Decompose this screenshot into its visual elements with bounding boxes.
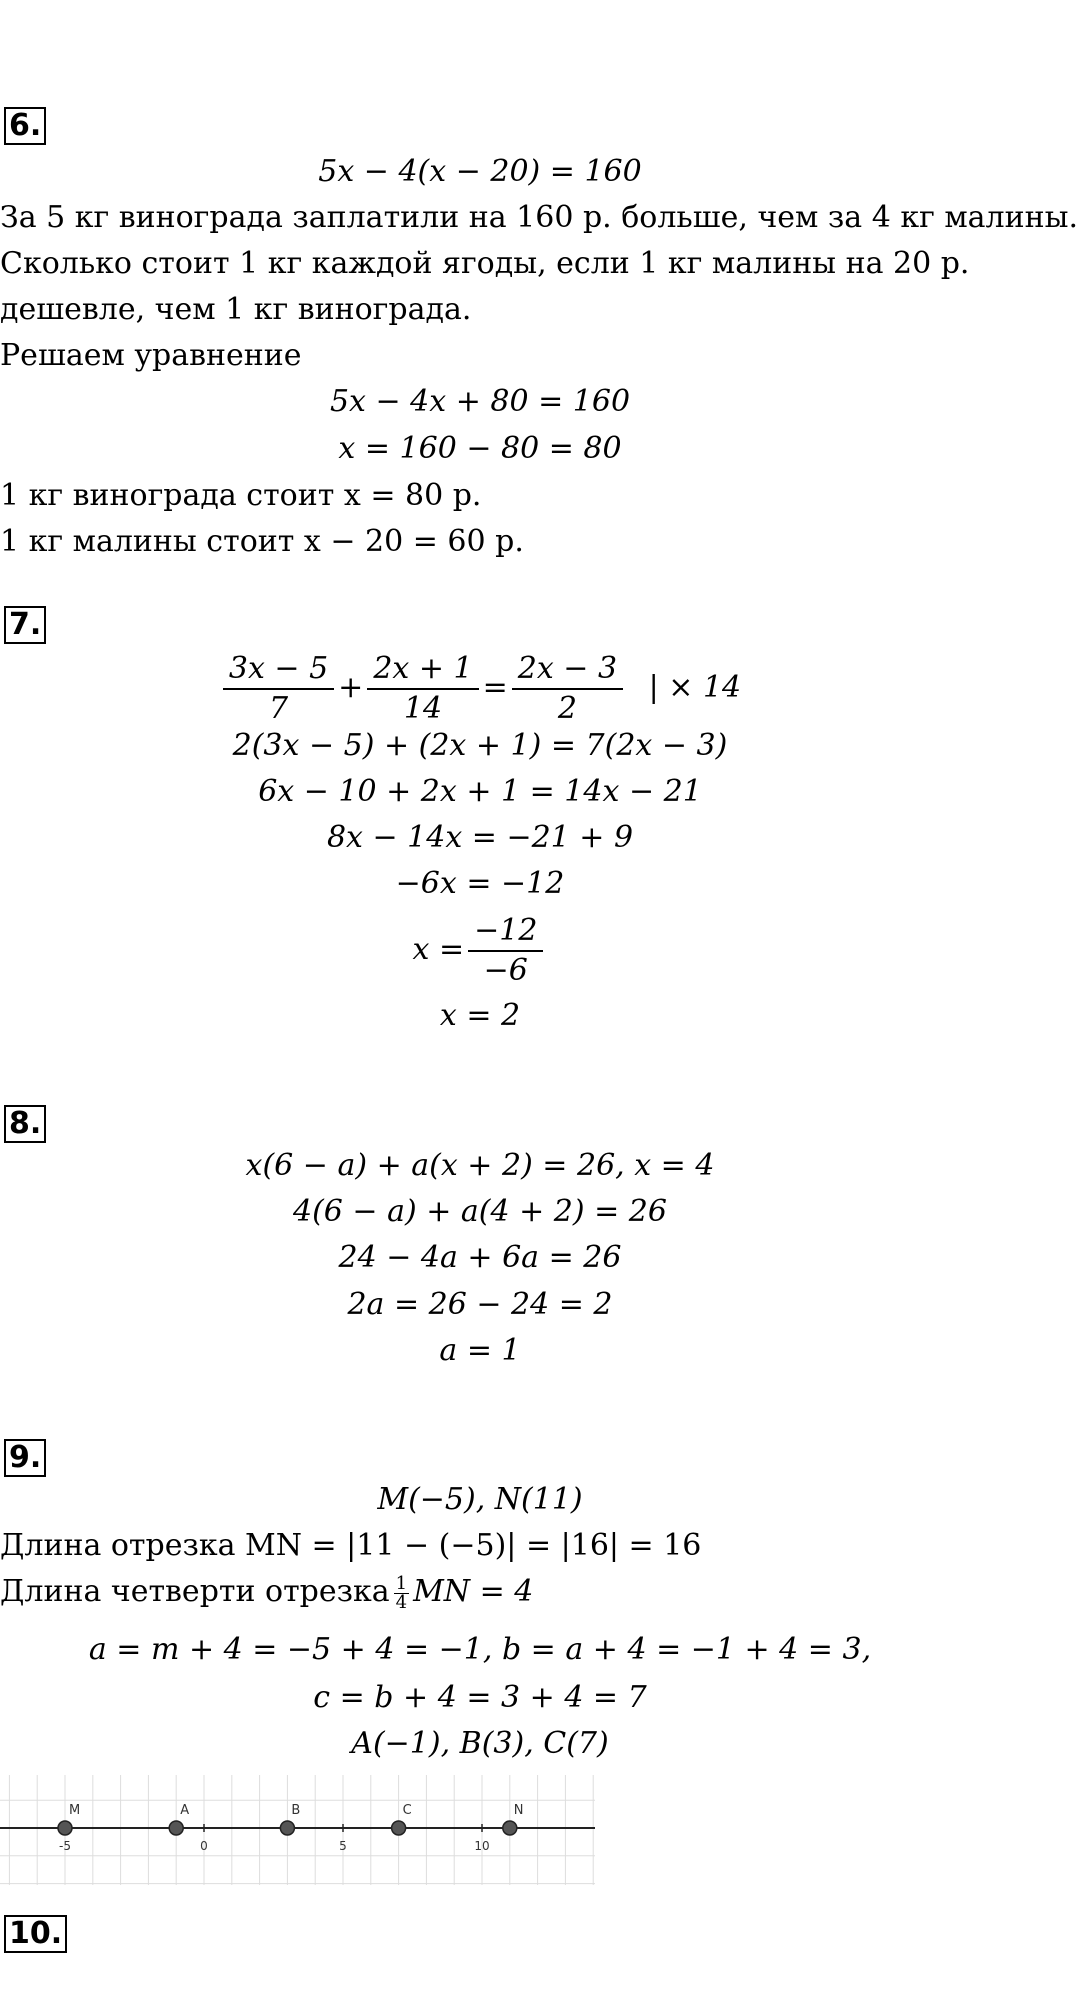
fraction-2 <box>367 650 478 728</box>
fraction-2-numerator: 2x + 1 <box>367 650 478 690</box>
fraction-2-denominator: 14 <box>403 691 443 726</box>
fraction-1-numerator: 3x − 5 <box>223 650 334 690</box>
fraction-result <box>468 912 543 990</box>
task-8-step-2: 24 − 4a + 6a = 26 <box>338 1240 622 1275</box>
task-7-step-1: 2(3x − 5) + (2x + 1) = 7(2x − 3) <box>232 728 728 763</box>
fraction-1 <box>223 650 334 728</box>
task-6-answer-grapes: 1 кг винограда стоит x = 80 р. <box>0 478 482 513</box>
fraction-result-denominator: −6 <box>483 953 528 988</box>
fraction-3-denominator: 2 <box>557 691 577 726</box>
quarter-label: Длина четверти отрезка <box>0 1574 390 1609</box>
tick-label: 10 <box>474 1839 490 1853</box>
task-10-number: 10. <box>4 1915 67 1953</box>
quarter-fraction <box>394 1572 409 1613</box>
task-8-step-3: 2a = 26 − 24 = 2 <box>347 1287 613 1322</box>
task-7-step-5 <box>0 910 960 990</box>
task-9-points: M(−5), N(11) <box>377 1482 583 1517</box>
tick-label: 5 <box>339 1839 347 1853</box>
task-7-fraction-equation <box>0 648 960 728</box>
task-6-problem-line-2: Сколько стоит 1 кг каждой ягоды, если 1 кг малины на 20 р. <box>0 246 970 281</box>
task-9-step-ab: a = m + 4 = −5 + 4 = −1, b = a + 4 = −1 + 4 = 3, <box>88 1632 872 1667</box>
fraction-3 <box>512 650 623 728</box>
fraction-3-numerator: 2x − 3 <box>512 650 623 690</box>
point-N <box>503 1821 517 1835</box>
tick-label: 0 <box>200 1839 208 1853</box>
x-equals: x = <box>412 932 465 967</box>
plus-sign: + <box>338 670 364 705</box>
task-9-quarter-length <box>0 1572 533 1612</box>
task-9-result-points: A(−1), B(3), C(7) <box>351 1726 609 1761</box>
task-8-answer: a = 1 <box>439 1333 521 1368</box>
point-B <box>280 1821 294 1835</box>
fraction-1-denominator: 7 <box>268 691 289 726</box>
equals-sign: = <box>482 670 508 705</box>
task-6-problem-line-1: За 5 кг винограда заплатили на 160 р. больше, чем за 4 кг малины. <box>0 200 1078 235</box>
point-label-M: M <box>69 1803 81 1818</box>
point-A <box>169 1821 183 1835</box>
point-label-C: C <box>402 1803 412 1818</box>
task-7-step-2: 6x − 10 + 2x + 1 = 14x − 21 <box>258 774 702 809</box>
task-6-answer-raspberries: 1 кг малины стоит x − 20 = 60 р. <box>0 524 524 559</box>
fraction-result-numerator: −12 <box>468 912 543 952</box>
task-7-step-3: 8x − 14x = −21 + 9 <box>326 820 634 855</box>
task-6-number: 6. <box>4 107 46 145</box>
point-M <box>58 1821 72 1835</box>
task-7-step-4: −6x = −12 <box>395 866 565 901</box>
point-label-B: B <box>291 1803 301 1818</box>
task-6-problem-line-3: дешевле, чем 1 кг винограда. <box>0 292 472 327</box>
task-9-segment-length: Длина отрезка MN = |11 − (−5)| = |16| = 16 <box>0 1528 702 1563</box>
task-9-step-c: c = b + 4 = 3 + 4 = 7 <box>313 1680 647 1715</box>
task-6-step-2: x = 160 − 80 = 80 <box>338 431 622 466</box>
task-6-step-1: 5x − 4x + 80 = 160 <box>329 384 631 419</box>
point-label-A: A <box>180 1803 190 1818</box>
number-line <box>0 1775 600 1885</box>
quarter-denominator: 4 <box>395 1591 408 1613</box>
point-C <box>392 1821 406 1835</box>
task-7-answer: x = 2 <box>439 998 521 1033</box>
quarter-numerator: 1 <box>395 1572 408 1594</box>
multiply-note: | × 14 <box>648 670 742 705</box>
task-6-solve-label: Решаем уравнение <box>0 338 302 373</box>
task-9-number: 9. <box>4 1439 46 1477</box>
task-8-number: 8. <box>4 1105 46 1143</box>
task-8-step-1: 4(6 − a) + a(4 + 2) = 26 <box>293 1194 667 1229</box>
task-7-number: 7. <box>4 606 46 644</box>
task-6-equation: 5x − 4(x − 20) = 160 <box>318 154 642 189</box>
point-label-N: N <box>513 1803 524 1818</box>
tick-label: -5 <box>59 1839 71 1853</box>
task-8-equation: x(6 − a) + a(x + 2) = 26, x = 4 <box>245 1148 715 1183</box>
quarter-value: MN = 4 <box>413 1574 534 1609</box>
